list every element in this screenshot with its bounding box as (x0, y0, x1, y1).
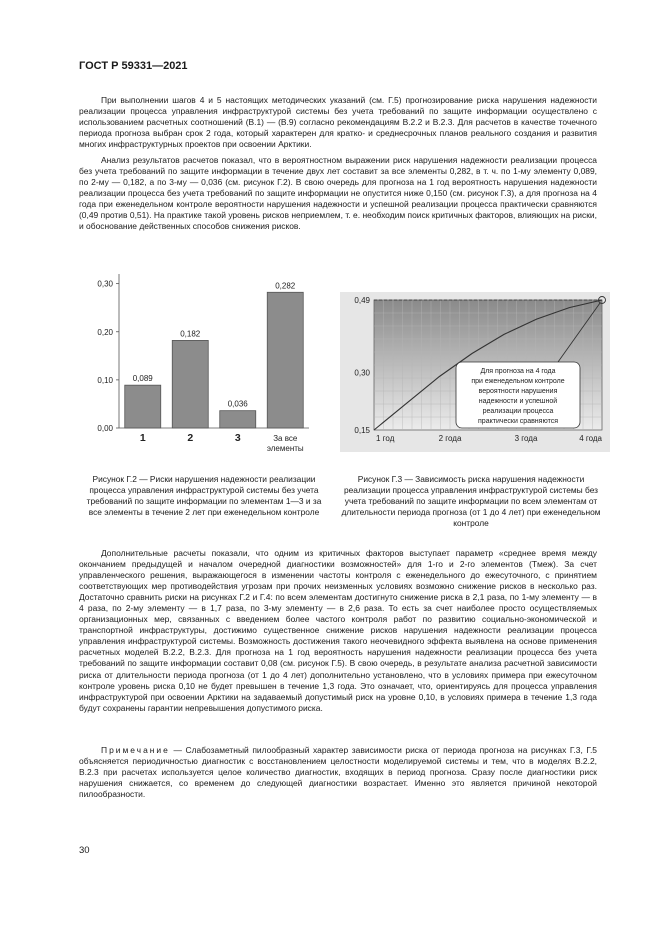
bar-value-label: 0,089 (132, 374, 153, 384)
x-tick-label: 2 года (438, 434, 462, 443)
category-label: За все (273, 434, 298, 443)
y-tick-label: 0,20 (97, 327, 113, 337)
bar-1 (125, 385, 161, 428)
y-tick-label: 0,30 (97, 279, 113, 289)
figure-3-line-chart (340, 292, 610, 452)
figure-3-caption: Рисунок Г.3 — Зависимость риска нарушения надежности реализации процесса управления инфраструктурой системы без учета требований по защите информации по всем элементам от длительности периода прогноза (от 1 до 4 лет) при еженедельном контроле (341, 474, 601, 528)
annotation-line: вероятности нарушения (478, 388, 558, 395)
annotation-line: при еженедельном контроле (471, 378, 565, 385)
category-label: 2 (187, 432, 194, 444)
y-tick-label: 0,30 (354, 368, 370, 378)
intro-paragraph-2-text: Анализ результатов расчетов показал, что в вероятностном выражении риск нарушения надежности реализации процесса без учета требований по защите информации в течение двух лет составит за все элементы 0,282, в т. ч. по 1-му элементу 0,089, по 2-му — 0,182, а по 3-му — 0,036 (см. рисунок Г.2). В свою очередь для прогноза на 1 год вероятность нарушения надежности реализации процесса без учета требований по защите информации не опустится ниже 0,150 (см. рисунок Г.3), а для прогноза на 4 года при еженедельном контроле вероятности нарушения надежности и успешной реализации процесса практически сравняются (0,49 против 0,51). На практике такой уровень рисков неприемлем, т. е. необходим поиск критичных факторов, влияющих на риски, и обоснование действенных способов снижения рисков. (79, 155, 597, 232)
y-tick-label: 0,49 (354, 296, 370, 305)
intro-paragraph-2 (79, 155, 597, 232)
category-label: элементы (266, 444, 304, 453)
category-label: 3 (234, 432, 241, 444)
intro-paragraph-1-text: При выполнении шагов 4 и 5 настоящих методических указаний (см. Г.5) прогнозирование риска нарушения надежности реализации процесса управления инфраструктурой системы без учета требований по защите информации осуществлено с использованием расчетных соотношений (В.1) — (В.9) согласно рекомендациям В.2.2 и В.2.3. Для расчетов в качестве точечного периода прогноза выбран срок 2 года, который характерен для кратко- и среднесрочных планов реального создания и развития многих инфраструктурных проектов при освоении Арктики. (79, 95, 597, 150)
bar-2 (172, 340, 208, 428)
annotation-line: практически сравняются (478, 418, 558, 425)
y-tick-label: 0,00 (97, 424, 113, 433)
note-text: — Слабозаметный пилообразный характер зависимости риска от периода прогноза на рисунках Г.3, Г.5 объясняется периодичностью диагностик с восстановлением целостности моделируемой системы и тем, что в моделях В.2.2, В.2.3 при расчетах используется целое количество диагностик, входящих в период прогноза. Сразу после диагностики риск нарушения снижается, со временем до следующей диагностики возрастает. Именно это является причиной некоторой пилообразности. (79, 745, 597, 800)
bar-3 (220, 411, 256, 428)
figure-2-caption: Рисунок Г.2 — Риски нарушения надежности реализации процесса управления инфраструктурой системы без учета требований по защите информации по элементам 1—3 и за все элементы в течение 2 лет при еженедельном контроле (86, 474, 322, 517)
x-tick-label: 4 года (579, 434, 602, 443)
body-paragraph-3-text: Дополнительные расчеты показали, что одним из критичных факторов выступает параметр «среднее время между окончанием предыдущей и началом очередной диагностики возможностей» для 1-го и 2-го элементов (Tмеж). За счет управленческого решения, выражающегося в изменении частоты контроля с еженедельного до ежесуточного, с принятием соответствующих мер противодействия угрозам при прочих неизменных условиях возможно снижение рисков в несколько раз. Достаточно сравнить риски на рисунках Г.2 и Г.4: по всем элементам достигнуто снижение риска в 2,1 раза, по 1-му элементу — в 4 раза, по 2-му элементу — в 1,7 раза, по 3-му элементу — в 2,6 раза. То есть за счет наиболее просто осуществляемых организационных мер, связанных с введением более частого контроля работ по развитию социально-экономической и транспортной инфраструктуры, достижимо существенное снижение рисков нарушения надежности реализации процесса управления инфраструктурой системы. Возможность достижения такого неочевидного эффекта выявлена на основе применения расчетных моделей В.2.2, В.2.3. Для прогноза на 1 год вероятность нарушения надежности реализации процесса без учета требований по защите информации составит 0,08 (см. рисунок Г.5). В свою очередь, в результате анализа расчетной зависимости риска от длительности периода прогноза (от 1 до 4 лет) дополнительно установлено, что в условиях примера при ежесуточном контроле уровень риска 0,10 не будет превышен в течение 1,3 года. Это означает, что, ориентируясь для процесса управления инфраструктурой при освоении Арктики на задаваемый допустимый риск на уровне 0,10, в условиях примера в течение 1,3 года будут сохранены гарантии непревышения допустимого риска. (79, 548, 597, 713)
bar-value-label: 0,182 (180, 329, 201, 339)
body-paragraph-3 (79, 548, 597, 714)
annotation-line: реализации процесса (482, 408, 554, 415)
note-paragraph (79, 745, 597, 800)
bar-4 (267, 292, 303, 428)
page-number: 30 (79, 845, 90, 856)
annotation-line: надежности и успешной (478, 398, 558, 405)
note-label: Примечание (101, 745, 170, 755)
bar-value-label: 0,282 (275, 281, 296, 291)
category-label: 1 (139, 432, 146, 444)
x-tick-label: 1 год (376, 434, 395, 443)
y-tick-label: 0,10 (97, 375, 113, 385)
document-header: ГОСТ Р 59331—2021 (79, 60, 188, 72)
intro-paragraph-1 (79, 95, 597, 150)
bar-value-label: 0,036 (227, 399, 248, 409)
figure-2-bar-chart (79, 270, 319, 460)
y-tick-label: 0,15 (354, 426, 370, 435)
x-tick-label: 3 года (514, 434, 538, 443)
annotation-line: Для прогноза на 4 года (480, 368, 556, 375)
